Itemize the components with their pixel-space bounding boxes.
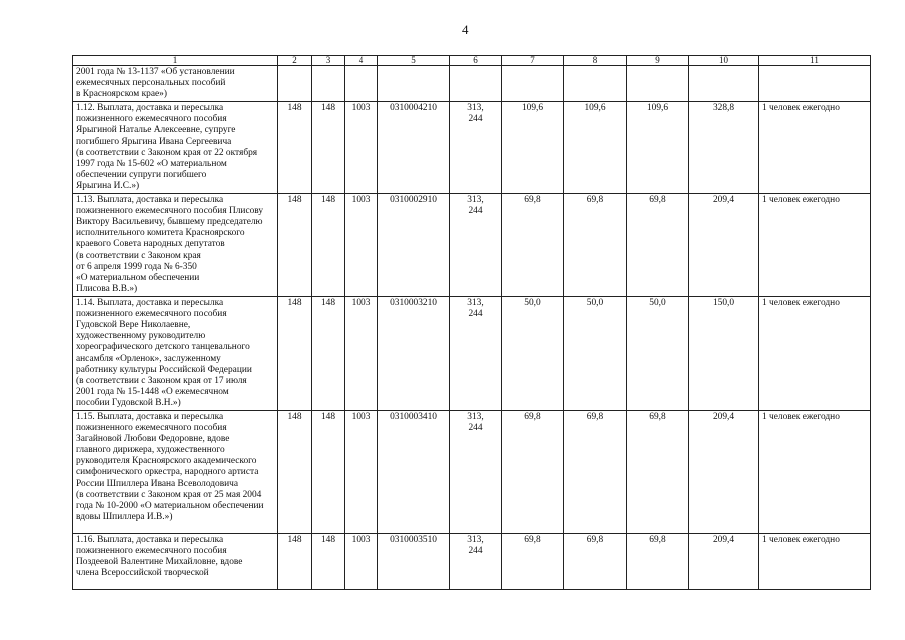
cell-col11: 1 человек ежегодно — [759, 297, 871, 411]
cell-col2: 148 — [278, 533, 312, 589]
cell-col5: 0310002910 — [378, 194, 450, 297]
column-header: 5 — [378, 56, 450, 66]
cell-col11: 1 человек ежегодно — [759, 410, 871, 533]
cell-col10: 209,4 — [689, 194, 759, 297]
cell-col11: 1 человек ежегодно — [759, 194, 871, 297]
cell-col7: 69,8 — [502, 410, 564, 533]
row-description: 1.13. Выплата, доставка и пересылка пожизненного ежемесячного пособия Плисову Виктору Васильевичу, бывшему председателю исполнительного комитета Красноярского краевого Совета народных депутатов (в соответствии с Законом края от 6 апреля 1999 года № 6-350 «О материальном обеспечении Плисова В.В.») — [73, 194, 278, 297]
cell-col8 — [564, 66, 627, 102]
budget-table — [72, 55, 871, 590]
column-header: 10 — [689, 56, 759, 66]
cell-col11 — [759, 66, 871, 102]
cell-col9: 109,6 — [627, 102, 689, 194]
cell-col4: 1003 — [345, 194, 378, 297]
table-row — [73, 297, 871, 411]
cell-col10: 209,4 — [689, 533, 759, 589]
cell-col10: 209,4 — [689, 410, 759, 533]
cell-col4: 1003 — [345, 102, 378, 194]
cell-col6: 313, 244 — [450, 102, 502, 194]
cell-col2: 148 — [278, 297, 312, 411]
column-number-row — [73, 56, 871, 66]
cell-col11: 1 человек ежегодно — [759, 533, 871, 589]
column-header: 11 — [759, 56, 871, 66]
cell-col5: 0310003210 — [378, 297, 450, 411]
cell-col2: 148 — [278, 410, 312, 533]
cell-col7: 69,8 — [502, 533, 564, 589]
table-row — [73, 102, 871, 194]
cell-col9 — [627, 66, 689, 102]
cell-col7 — [502, 66, 564, 102]
cell-col2 — [278, 66, 312, 102]
cell-col3 — [312, 66, 345, 102]
cell-col5: 0310004210 — [378, 102, 450, 194]
cell-col7: 109,6 — [502, 102, 564, 194]
cell-col6: 313, 244 — [450, 410, 502, 533]
cell-col3: 148 — [312, 533, 345, 589]
column-header: 8 — [564, 56, 627, 66]
cell-col4: 1003 — [345, 533, 378, 589]
table-row — [73, 533, 871, 589]
cell-col8: 109,6 — [564, 102, 627, 194]
cell-col5: 0310003510 — [378, 533, 450, 589]
cell-col10: 150,0 — [689, 297, 759, 411]
column-header: 3 — [312, 56, 345, 66]
column-header: 7 — [502, 56, 564, 66]
row-description: 1.14. Выплата, доставка и пересылка пожизненного ежемесячного пособия Гудовской Вере Николаевне, художественному руководителю хореографического детского танцевального ансамбля «Орленок», заслуженному работнику культуры Российской Федерации (в соответствии с Законом края от 17 июля 2001 года № 15-1448 «О ежемесячном пособии Гудовской В.Н.») — [73, 297, 278, 411]
row-description: 1.15. Выплата, доставка и пересылка пожизненного ежемесячного пособия Загайновой Любови Федоровне, вдове главного дирижера, художественного руководителя Красноярского академического симфонического оркестра, народного артиста России Шпиллера Ивана Всеволодовича (в соответствии с Законом края от 25 мая 2004 года № 10-2000 «О материальном обеспечении вдовы Шпиллера И.В.») — [73, 410, 278, 533]
table-row — [73, 410, 871, 533]
row-description: 1.12. Выплата, доставка и пересылка пожизненного ежемесячного пособия Ярыгиной Наталье Алексеевне, супруге погибшего Ярыгина Ивана Сергеевича (в соответствии с Законом края от 22 октября 1997 года № 15-602 «О материальном обеспечении супруги погибшего Ярыгина И.С.») — [73, 102, 278, 194]
cell-col8: 69,8 — [564, 533, 627, 589]
column-header: 4 — [345, 56, 378, 66]
column-header: 2 — [278, 56, 312, 66]
cell-col10: 328,8 — [689, 102, 759, 194]
cell-col4: 1003 — [345, 297, 378, 411]
cell-col10 — [689, 66, 759, 102]
cell-col3: 148 — [312, 410, 345, 533]
cell-col9: 69,8 — [627, 410, 689, 533]
cell-col8: 69,8 — [564, 194, 627, 297]
cell-col9: 69,8 — [627, 194, 689, 297]
cell-col9: 69,8 — [627, 533, 689, 589]
cell-col3: 148 — [312, 194, 345, 297]
row-description: 1.16. Выплата, доставка и пересылка пожизненного ежемесячного пособия Поздеевой Валентине Михайловне, вдове члена Всероссийской творческой — [73, 533, 278, 589]
cell-col7: 69,8 — [502, 194, 564, 297]
cell-col5: 0310003410 — [378, 410, 450, 533]
cell-col4 — [345, 66, 378, 102]
cell-col3: 148 — [312, 102, 345, 194]
cell-col11: 1 человек ежегодно — [759, 102, 871, 194]
cell-col5 — [378, 66, 450, 102]
cell-col6 — [450, 66, 502, 102]
cell-col8: 50,0 — [564, 297, 627, 411]
column-header: 9 — [627, 56, 689, 66]
cell-col3: 148 — [312, 297, 345, 411]
table-row — [73, 66, 871, 102]
table-row — [73, 194, 871, 297]
cell-col4: 1003 — [345, 410, 378, 533]
cell-col2: 148 — [278, 102, 312, 194]
cell-col6: 313, 244 — [450, 194, 502, 297]
cell-col6: 313, 244 — [450, 533, 502, 589]
cell-col6: 313, 244 — [450, 297, 502, 411]
row-description: 2001 года № 13-1137 «Об установлении ежемесячных персональных пособий в Красноярском крае») — [73, 66, 278, 102]
column-header: 1 — [73, 56, 278, 66]
cell-col8: 69,8 — [564, 410, 627, 533]
column-header: 6 — [450, 56, 502, 66]
page-number: 4 — [462, 22, 469, 37]
cell-col7: 50,0 — [502, 297, 564, 411]
cell-col9: 50,0 — [627, 297, 689, 411]
cell-col2: 148 — [278, 194, 312, 297]
